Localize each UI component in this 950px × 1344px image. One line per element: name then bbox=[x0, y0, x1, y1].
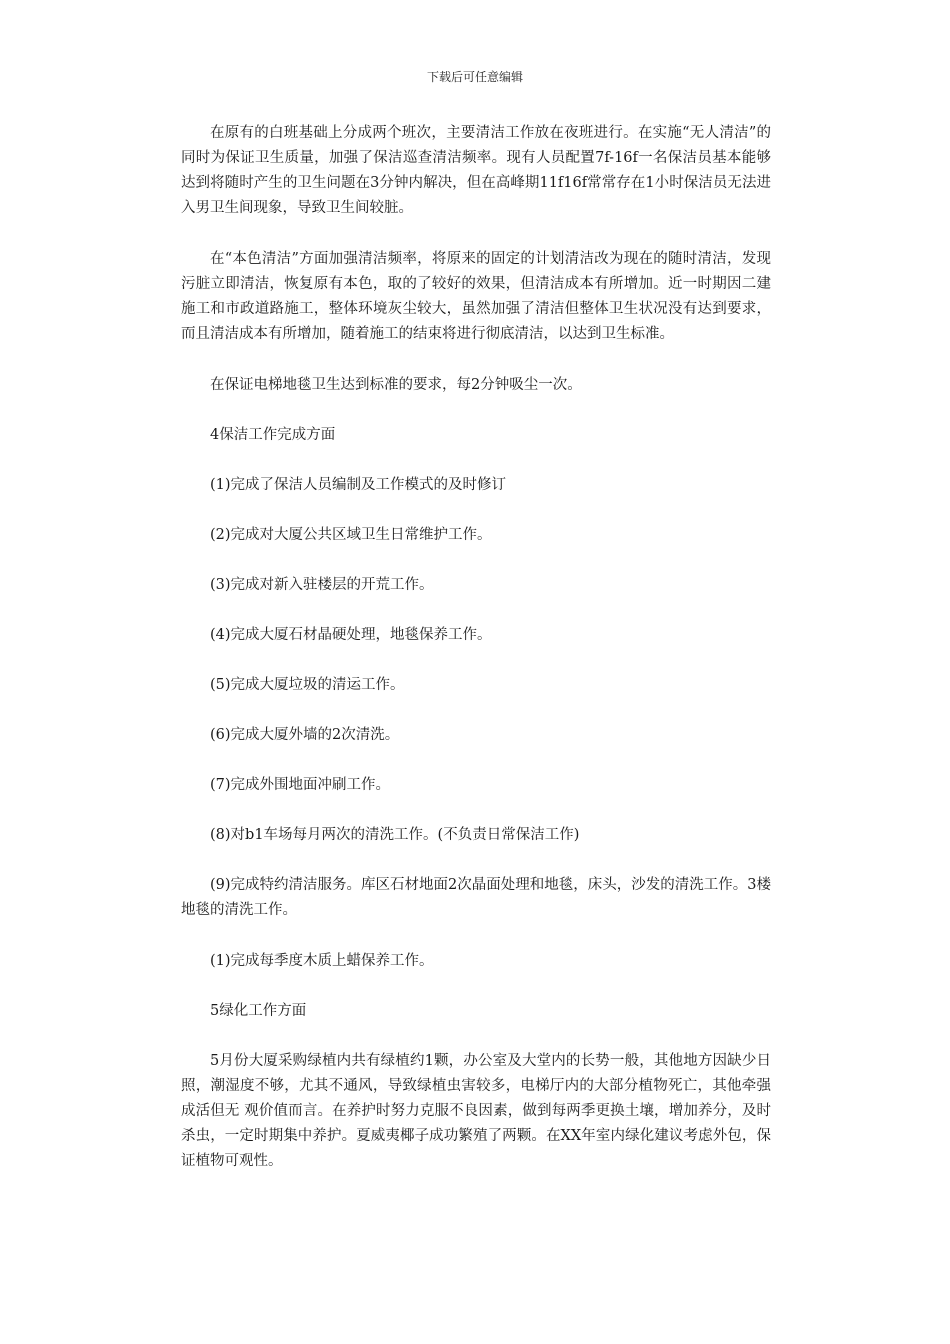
paragraph-greening-details: 5月份大厦采购绿植内共有绿植约1颗，办公室及大堂内的长势一般，其他地方因缺少日照，潮湿度不够，尤其不通风，导致绿植虫害较多，电梯厅内的大部分植物死亡，其他牵强成活但无 观价值而言。在养护时努力克服不良因素，做到每两季更换土壤，增加养分，及时杀虫，一定时期集中养护。夏威夷椰子成功繁殖了两颗。在XX年室内绿化建议考虑外包，保证植物可观性。 bbox=[181, 1053, 771, 1169]
list-item: (2)完成对大厦公共区域卫生日常维护工作。 bbox=[210, 527, 492, 543]
list-item: (5)完成大厦垃圾的清运工作。 bbox=[210, 677, 405, 693]
section-heading-greening: 5绿化工作方面 bbox=[210, 1003, 307, 1019]
document-body bbox=[181, 121, 771, 1200]
page-header: 下载后可任意编辑 bbox=[426, 70, 523, 84]
list-item: (1)完成了保洁人员编制及工作模式的及时修订 bbox=[210, 477, 507, 493]
list-item: (6)完成大厦外墙的2次清洗。 bbox=[210, 727, 400, 743]
list-item: (7)完成外围地面冲刷工作。 bbox=[210, 777, 391, 793]
list-item: (3)完成对新入驻楼层的开荒工作。 bbox=[210, 577, 434, 593]
section-heading-cleaning-completed: 4保洁工作完成方面 bbox=[210, 427, 336, 443]
list-item: (8)对b1车场每月两次的清洗工作。(不负责日常保洁工作) bbox=[210, 827, 580, 843]
list-item: (4)完成大厦石材晶硬处理，地毯保养工作。 bbox=[210, 627, 492, 643]
paragraph-elevator-carpet: 在保证电梯地毯卫生达到标准的要求，每2分钟吸尘一次。 bbox=[210, 377, 582, 393]
paragraph-night-shift: 在原有的白班基础上分成两个班次，主要清洁工作放在夜班进行。在实施“无人清洁”的同时为保证卫生质量，加强了保洁巡查清洁频率。现有人员配置7f-16f一名保洁员基本能够达到将随时产生的卫生问题在3分钟内解决，但在高峰期11f16f常常存在1小时保洁员无法进入男卫生间现象，导致卫生间较脏。 bbox=[181, 125, 771, 216]
list-item: (1)完成每季度木质上蜡保养工作。 bbox=[210, 953, 434, 969]
list-item: (9)完成特约清洁服务。库区石材地面2次晶面处理和地毯，床头，沙发的清洗工作。3楼地毯的清洗工作。 bbox=[181, 877, 771, 918]
paragraph-original-color-cleaning: 在“本色清洁”方面加强清洁频率，将原来的固定的计划清洁改为现在的随时清洁，发现污脏立即清洁，恢复原有本色，取的了较好的效果，但清洁成本有所增加。近一时期因二建施工和市政道路施工，整体环境灰尘较大，虽然加强了清洁但整体卫生状况没有达到要求，而且清洁成本有所增加，随着施工的结束将进行彻底清洁，以达到卫生标准。 bbox=[181, 251, 771, 342]
